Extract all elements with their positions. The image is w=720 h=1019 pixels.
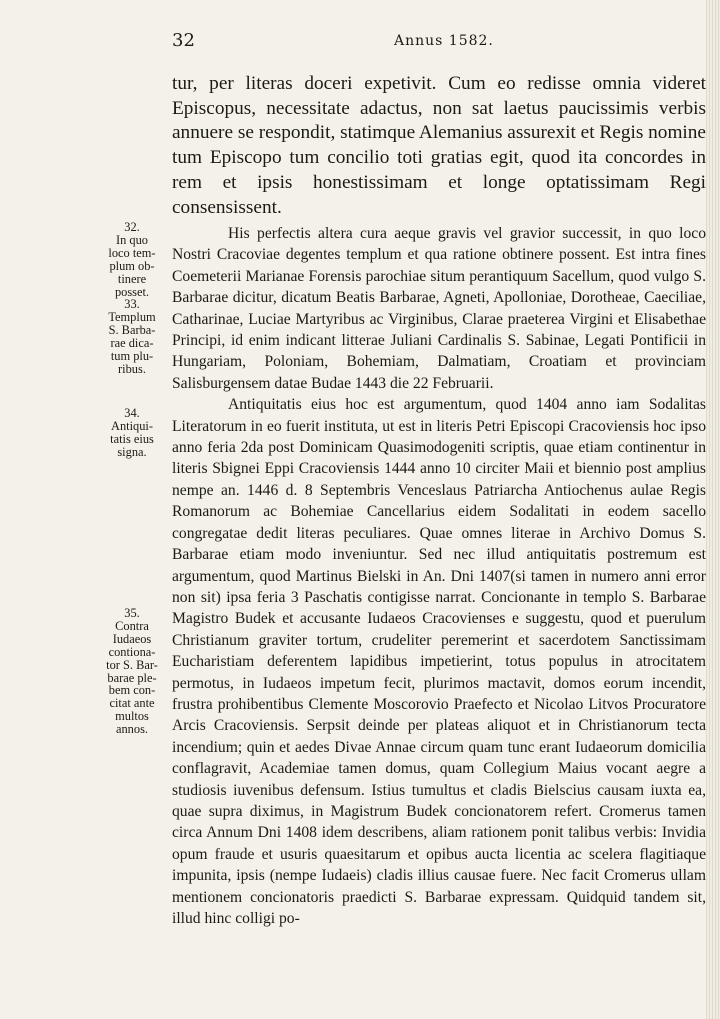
marginal-note-34	[94, 407, 170, 459]
running-title: Annus 1582.	[394, 33, 494, 49]
marginal-line: 34.	[124, 406, 140, 420]
marginal-note-33	[94, 298, 170, 375]
marginal-line: S. Barba-	[108, 322, 156, 337]
marginal-line: contiona-	[108, 644, 156, 659]
marginal-line: barae ple-	[107, 670, 157, 685]
paragraph-32-33: His perfectis altera cura aeque gravis vel gravior successit, in quo loco Nostri Cracoviae degentes templum et qua ratione obtinere possent. Est intra fines Coemeterii Marianae Forensis parochiae situm perantiquum Sacellum, quod vulgo S. Barbarae dicitur, dicatum Beatis Barbarae, Agneti, Apolloniae, Dorotheae, Caeciliae, Catharinae, Luciae Martyribus ac Virginibus, Clarae praeterea Virgini et Elisabethae Principi, id enim indicant litterae Juliani Cardinalis S. Sabinae, Legati Pontificii in Hungariam, Poloniam, Bohemiam, Dalmatiam, Croatiam et provinciam Salisburgensem datae Budae 1443 die 22 Februarii.	[172, 225, 706, 392]
marginal-line: 32.	[124, 220, 140, 234]
marginal-note-32	[94, 221, 170, 298]
marginal-line: posset.	[114, 284, 150, 299]
page-number: 32	[172, 30, 195, 51]
marginal-line: ribus.	[118, 361, 146, 376]
page-header	[172, 30, 702, 54]
marginal-line: 33.	[124, 297, 140, 311]
marginal-line: tum plu-	[110, 348, 154, 363]
marginal-line: signa.	[117, 444, 147, 459]
marginal-note-35	[94, 607, 170, 736]
marginal-line: citat ante	[109, 696, 155, 711]
marginal-line: Templum	[108, 309, 156, 324]
marginal-line: Contra	[115, 618, 149, 633]
marginal-line: plum ob-	[109, 258, 155, 273]
marginal-line: loco tem-	[108, 245, 156, 260]
marginal-line: In quo	[115, 232, 148, 247]
lead-paragraph: tur, per literas doceri expetivit. Cum eo redisse omnia videret Episcopus, necessitate adactus, non sat laetus paucissimis verbis annuere se respondit, statimque Alemanius assurexit et Regis nomine tum Episcopo tum concilio toti gratias egit, quod ita concordes in rem et ipsis honestissimam et longe optatissimam Regi consensissent.	[172, 73, 706, 218]
marginal-line: tinere	[117, 271, 147, 286]
marginal-line: Antiqui-	[111, 418, 153, 433]
marginal-line: Iudaeos	[112, 631, 152, 646]
marginal-line: tatis eius	[110, 431, 154, 446]
marginal-line: tor S. Bar-	[106, 657, 158, 672]
marginal-line: multos	[115, 709, 149, 724]
marginal-line: annos.	[115, 722, 148, 737]
marginal-line: 35.	[124, 606, 140, 620]
page-edge	[706, 0, 720, 1019]
marginal-line: bem con-	[108, 683, 156, 698]
paragraph-34-35: Antiquitatis eius hoc est argumentum, quod 1404 anno iam Sodalitas Literatorum in eo fuerit instituta, ut est in literis Petri Episcopi Cracoviensis hoc ipso anno feria 2da post Dominicam Quasimodogeniti scriptis, quae etiam continentur in literis Sbignei Eppi Cracoviensis 1444 anno 10 circiter Maii et biennio post amplius nempe an. 1446 d. 8 Septembris Venceslaus Patriarcha Antiochenus aulae Regis Romanorum ac Bohemiae Cancellarius eidem Sodalitati in eodem sacello congregatae dedit literas peculiares. Quae omnes literae in Archivo Domus S. Barbarae etiam modo inveniuntur. Sed nec illud antiquitatis postremum est argumentum, quod Martinus Bielski in An. Dni 1407(si tamen in numero anni error non sit) ipsa feria 3 Paschatis contigisse narrat. Concionante in templo S. Barbarae Magistro Budek et accusante Iudaeos Cracovienses e suggestu, quod et puerulum Christianum graviter tortum, crudeliter peremerint et sacerdotem Sanctissimam Eucharistiam deferentem lapidibus impetierint, totus populus in atrocitatem permotus, in Iudaeos impetum fecit, plurimos mactavit, domos eorum incendit, frustra prohibentibus Clemente Moscorovio Praefecto et Nicolao Litvos Procuratore Arcis Cracoviensis. Serpsit deinde per plateas aliquot et in Christianorum tecta incendium; quin et aedes Divae Annae circum quam tunc erant Iudaeorum domicilia conflagravit, Academiae tamen domus, quam Collegium Maius vocant aegre a studiosis iuvenibus defensum. Istius tumultus et cladis Bielscius causam iuxta ea, quae supra diximus, in Magistrum Budek concionatorem refert. Cromerus tamen circa Annum Dni 1408 idem describens, aliam rationem ponit talibus verbis: Invidia opum fraude et usuris quaesitarum et opibus aucta licentia ac scelera flagitiaque impunita, ipsis (nempe Iudaeis) cladis illius causae fuere. Nec facit Cromerus ullam mentionem concionatoris praedicti S. Barbarae expressam. Quidquid tandem sit, illud hinc colligi po-	[172, 396, 706, 927]
lead-paragraph-block	[172, 72, 706, 220]
marginal-line: rae dica-	[110, 335, 154, 350]
main-text	[172, 223, 706, 929]
